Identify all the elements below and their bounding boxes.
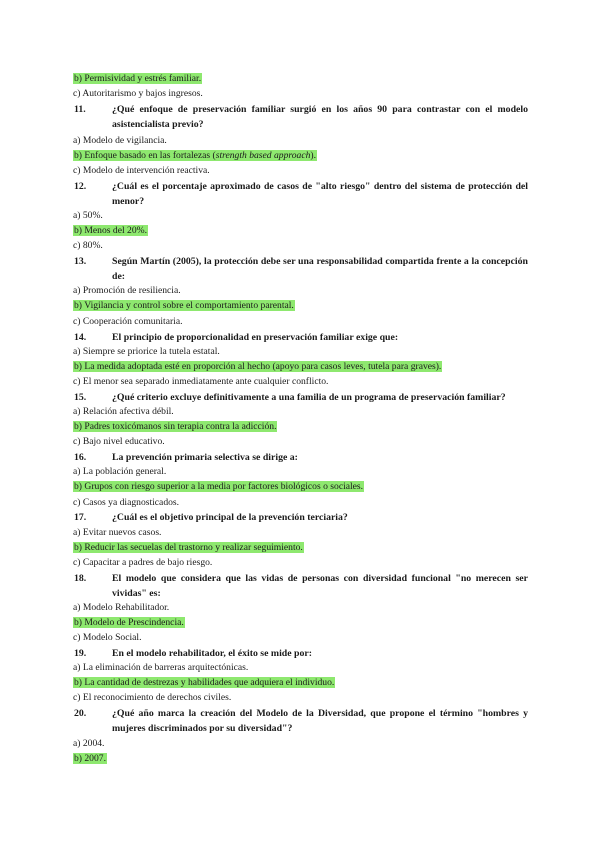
answer-line (73, 617, 185, 629)
answer-line: c) Casos ya diagnosticados. (73, 497, 180, 508)
answer-line: c) 80%. (73, 240, 103, 251)
answer-line: a) Relación afectiva débil. (73, 406, 174, 417)
answer-line: c) Modelo de intervención reactiva. (73, 165, 210, 176)
correct-answer-highlight: b) Padres toxicómanos sin terapia contra la adicción. (74, 421, 277, 432)
answer-line: a) 50%. (73, 210, 103, 221)
correct-answer-highlight: b) La cantidad de destrezas y habilidades que adquiera el individuo. (74, 677, 335, 688)
answer-line (73, 421, 277, 433)
question-17: 17. ¿Cuál es el objetivo principal de la prevención terciaria? (74, 512, 348, 523)
question-19: 19. En el modelo rehabilitador, el éxito se mide por: (74, 648, 313, 659)
answer-line: c) Cooperación comunitaria. (73, 316, 183, 327)
answer-line: a) 2004. (73, 738, 105, 749)
answer-line: a) La población general. (73, 466, 167, 477)
answer-line: a) La eliminación de barreras arquitectónicas. (73, 662, 249, 673)
answer-line (73, 300, 295, 312)
question-20: 20. ¿Qué año marca la creación del Modelo de la Diversidad, que propone el término "hombres y mujeres discriminados por su diversidad"? (74, 708, 528, 734)
question-11 (74, 102, 528, 132)
question-16: 16. La prevención primaria selectiva se dirige a: (74, 452, 298, 463)
answer-line (73, 542, 304, 554)
question-15: 15. ¿Qué criterio excluye definitivamente a una familia de un programa de preservación familiar? (74, 392, 506, 403)
answer-line: c) Modelo Social. (73, 632, 142, 643)
answer-line: c) Bajo nivel educativo. (73, 436, 165, 447)
answer-line: a) Siempre se priorice la tutela estatal. (73, 346, 220, 357)
correct-answer-highlight: b) Grupos con riesgo superior a la media por factores biológicos o sociales. (74, 481, 364, 492)
answer-line (73, 225, 148, 237)
correct-answer-highlight: b) 2007. (74, 753, 106, 764)
answer-line (73, 73, 202, 85)
answer-line: c) El reconocimiento de derechos civiles. (73, 692, 232, 703)
answer-line: a) Modelo Rehabilitador. (73, 602, 170, 613)
question-14: 14. El principio de proporcionalidad en preservación familiar exige que: (74, 332, 399, 343)
correct-answer-highlight: b) Permisividad y estrés familiar. (74, 73, 202, 84)
answer-line: a) Modelo de vigilancia. (73, 135, 167, 146)
answer-line: c) Autoritarismo y bajos ingresos. (73, 88, 203, 99)
question-number: 11. (74, 104, 86, 115)
answer-line: a) Promoción de resiliencia. (73, 285, 181, 296)
answer-line: a) Evitar nuevos casos. (73, 527, 162, 538)
question-text: ¿Qué enfoque de preservación familiar surgió en los años 90 para contrastar con el modelo asistencialista previo? (112, 104, 528, 130)
correct-answer-highlight: b) Menos del 20%. (74, 225, 148, 236)
correct-answer-highlight: b) Enfoque basado en las fortalezas (strength based approach). (74, 150, 316, 161)
question-18: 18. El modelo que considera que las vidas de personas con diversidad funcional "no merecen ser vividas" es: (74, 573, 528, 599)
correct-answer-highlight: b) Modelo de Prescindencia. (74, 617, 184, 628)
answer-line (73, 150, 317, 162)
correct-answer-highlight: b) Reducir las secuelas del trastorno y realizar seguimiento. (74, 542, 303, 553)
answer-line (73, 481, 364, 493)
answer-line (73, 753, 107, 765)
answer-line (73, 677, 335, 689)
question-13: 13. Según Martín (2005), la protección debe ser una responsabilidad compartida frente a la concepción de: (74, 256, 528, 282)
answer-line: c) Capacitar a padres de bajo riesgo. (73, 557, 213, 568)
answer-line: c) El menor sea separado inmediatamente ante cualquier conflicto. (73, 376, 329, 387)
question-12: 12. ¿Cuál es el porcentaje aproximado de casos de "alto riesgo" dentro del sistema de protección del menor? (74, 181, 528, 207)
correct-answer-highlight: b) Vigilancia y control sobre el comportamiento parental. (74, 300, 294, 311)
answer-line (73, 361, 442, 373)
correct-answer-highlight: b) La medida adoptada esté en proporción al hecho (apoyo para casos leves, tutela para graves). (74, 361, 442, 372)
